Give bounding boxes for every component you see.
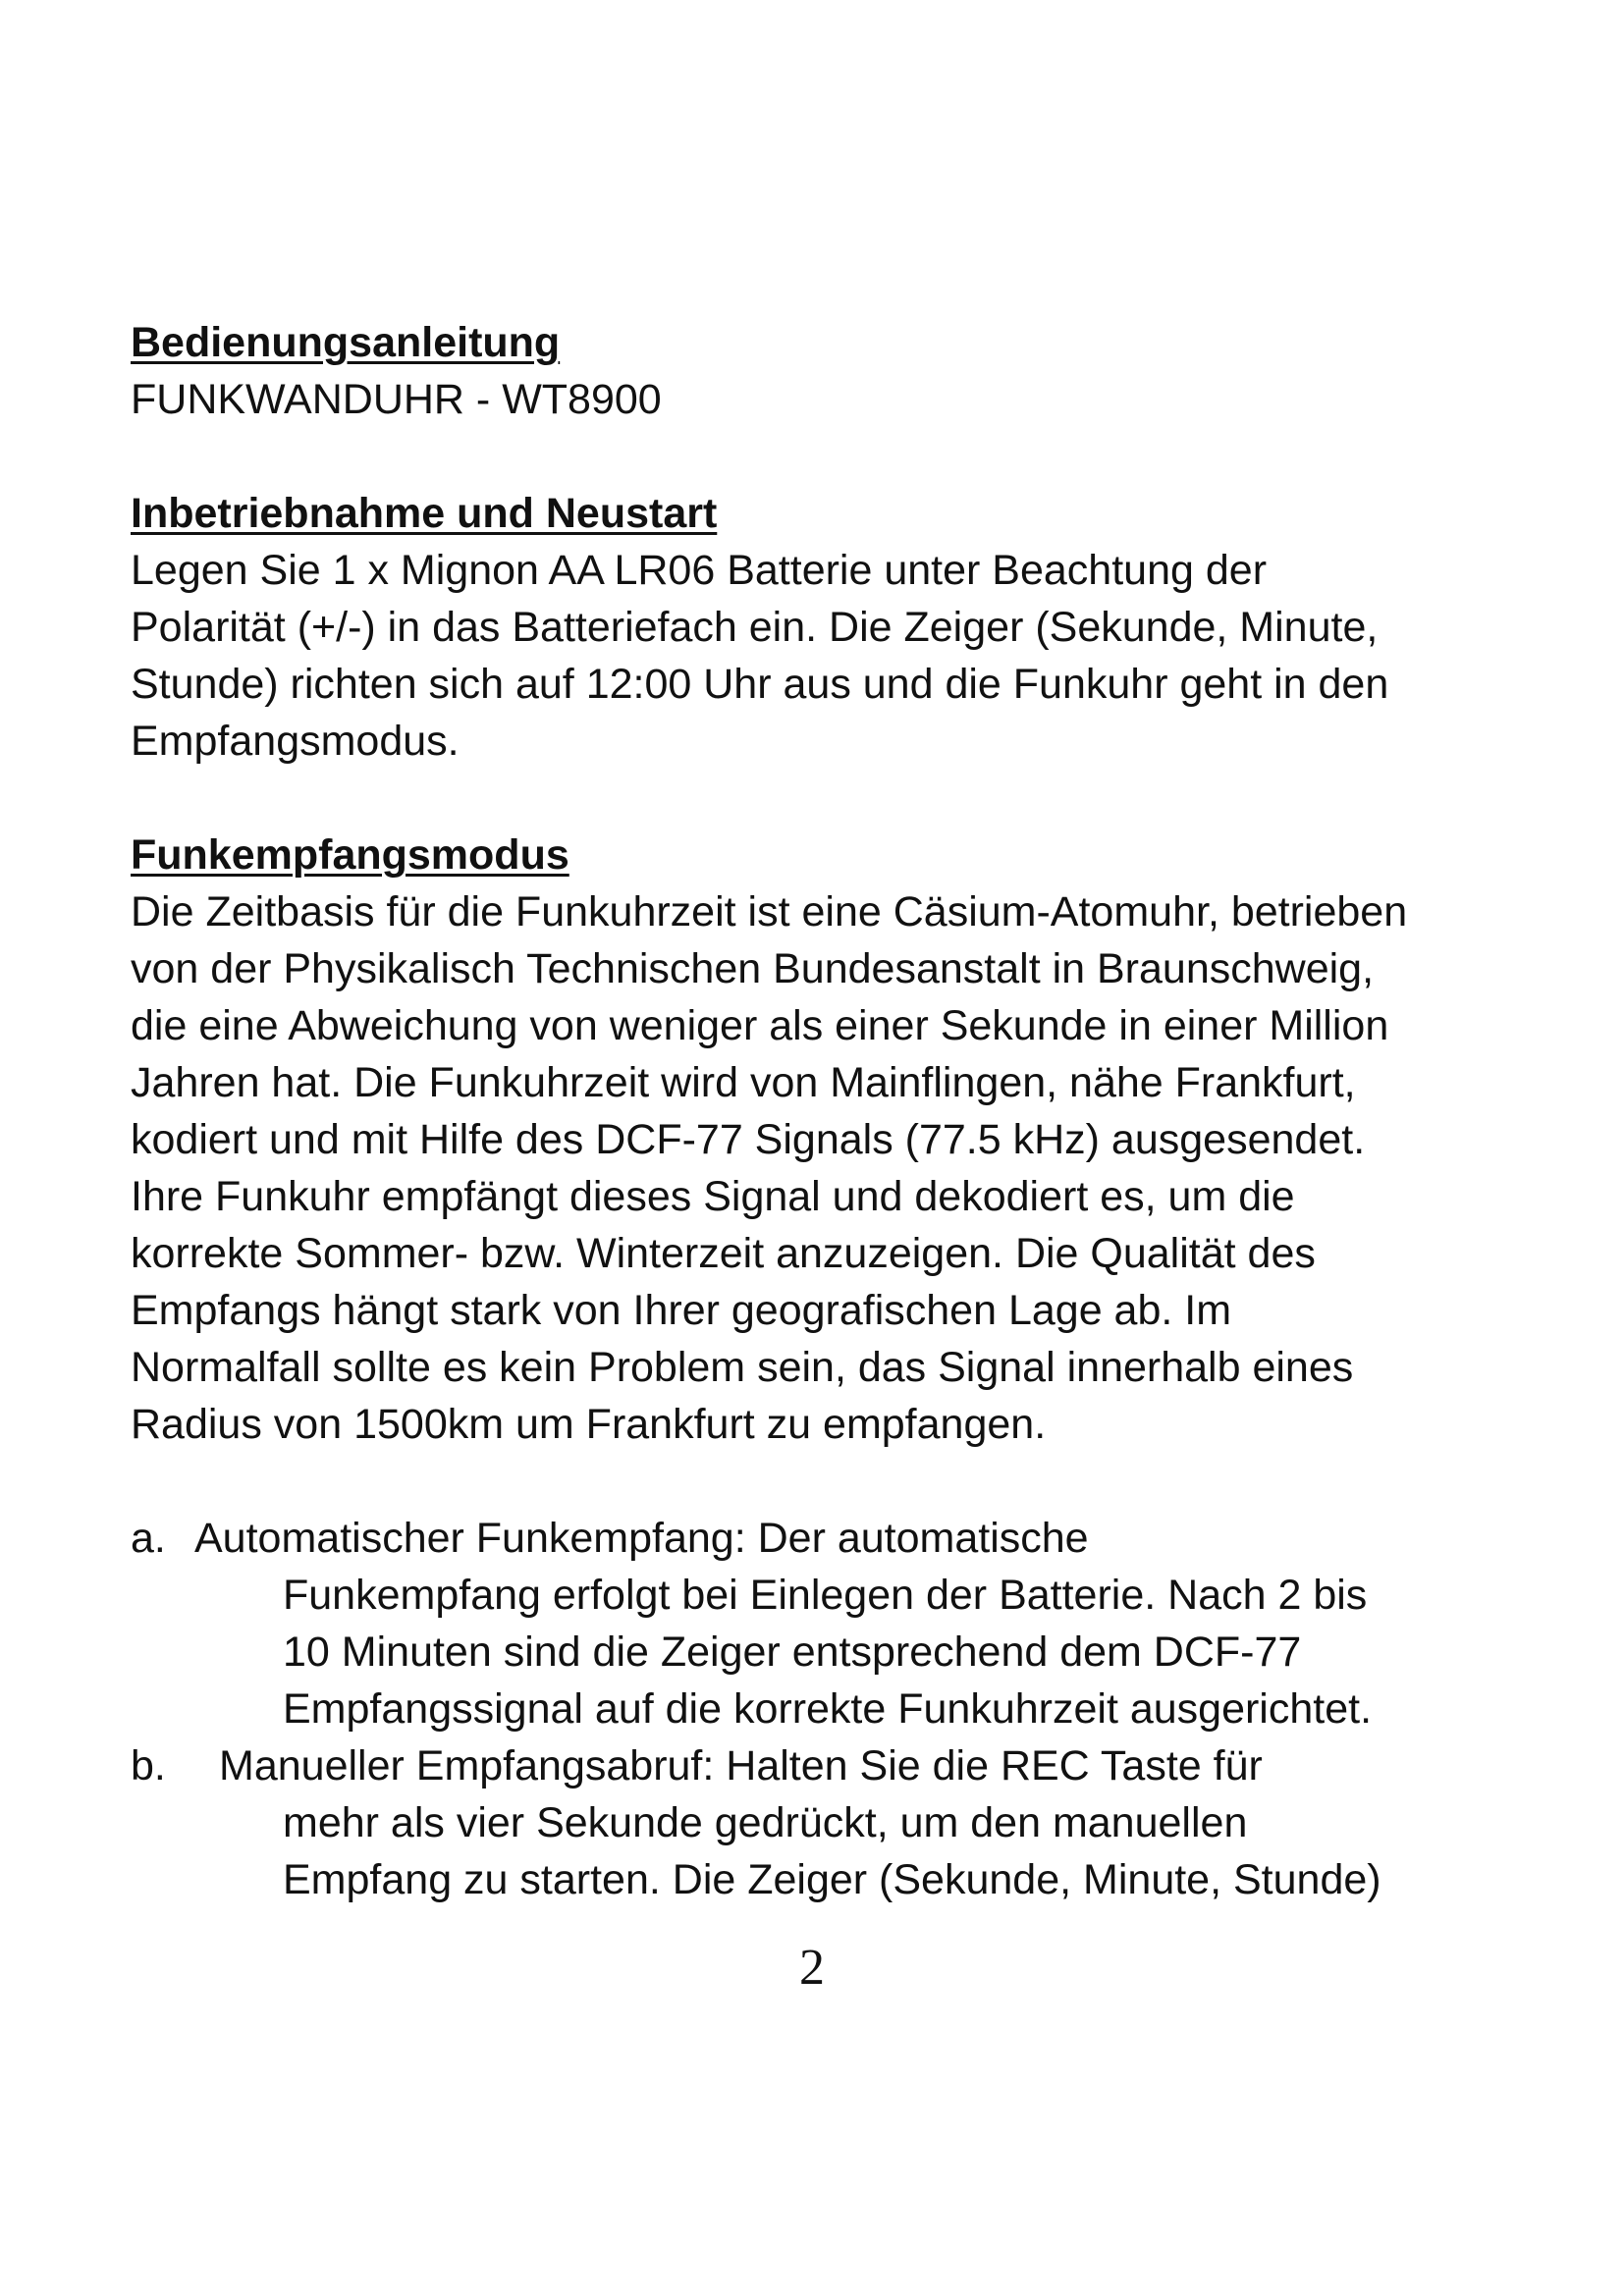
- paragraph-line: die eine Abweichung von weniger als einer Sekunde in einer Million: [131, 1002, 1389, 1049]
- list-item-first-line: Manueller Empfangsabruf: Halten Sie die REC Taste für: [219, 1742, 1263, 1789]
- paragraph-line: Die Zeitbasis für die Funkuhrzeit ist eine Cäsium-Atomuhr, betrieben: [131, 888, 1408, 935]
- section-funkempfangsmodus: [131, 827, 1544, 1453]
- section-paragraph: [131, 542, 1544, 770]
- paragraph-line: Normalfall sollte es kein Problem sein, das Signal innerhalb eines: [131, 1344, 1354, 1391]
- list-item-automatic: [131, 1510, 1544, 1737]
- paragraph-line: Empfangs hängt stark von Ihrer geografischen Lage ab. Im: [131, 1287, 1232, 1334]
- title-block: [131, 314, 1544, 428]
- paragraph-line: Polarität (+/-) in das Batteriefach ein. Die Zeiger (Sekunde, Minute,: [131, 604, 1379, 651]
- list-item-line: mehr als vier Sekunde gedrückt, um den manuellen: [283, 1799, 1248, 1846]
- list-item-line: Empfang zu starten. Die Zeiger (Sekunde, Minute, Stunde): [283, 1856, 1381, 1903]
- paragraph-line: Legen Sie 1 x Mignon AA LR06 Batterie unter Beachtung der: [131, 547, 1268, 594]
- section-heading: Inbetriebnahme und Neustart: [131, 490, 718, 537]
- section-inbetriebnahme: [131, 485, 1544, 770]
- manual-page: [131, 314, 1544, 1908]
- reception-mode-list: [131, 1510, 1544, 1908]
- list-item-first-line: Automatischer Funkempfang: Der automatische: [194, 1515, 1089, 1562]
- page-number: 2: [799, 1940, 825, 1996]
- list-item-line: 10 Minuten sind die Zeiger entsprechend dem DCF-77: [283, 1629, 1302, 1676]
- paragraph-line: Ihre Funkuhr empfängt dieses Signal und dekodiert es, um die: [131, 1173, 1295, 1220]
- list-item-manual: [131, 1737, 1544, 1908]
- list-item-line: Empfangssignal auf die korrekte Funkuhrzeit ausgerichtet.: [283, 1685, 1373, 1733]
- document-title: Bedienungsanleitung: [131, 319, 561, 366]
- paragraph-line: Jahren hat. Die Funkuhrzeit wird von Mainflingen, nähe Frankfurt,: [131, 1059, 1356, 1106]
- paragraph-line: von der Physikalisch Technischen Bundesanstalt in Braunschweig,: [131, 945, 1375, 992]
- paragraph-line: Empfangsmodus.: [131, 718, 460, 765]
- list-marker: a.: [131, 1515, 166, 1562]
- paragraph-line: korrekte Sommer- bzw. Winterzeit anzuzeigen. Die Qualität des: [131, 1230, 1316, 1277]
- paragraph-line: Radius von 1500km um Frankfurt zu empfangen.: [131, 1401, 1047, 1448]
- paragraph-line: Stunde) richten sich auf 12:00 Uhr aus und die Funkuhr geht in den: [131, 661, 1389, 708]
- section-paragraph: [131, 883, 1544, 1453]
- paragraph-line: kodiert und mit Hilfe des DCF-77 Signals (77.5 kHz) ausgesendet.: [131, 1116, 1366, 1163]
- section-heading: Funkempfangsmodus: [131, 831, 569, 879]
- list-marker: b.: [131, 1742, 166, 1789]
- product-name: FUNKWANDUHR - WT8900: [131, 376, 662, 423]
- list-item-line: Funkempfang erfolgt bei Einlegen der Batterie. Nach 2 bis: [283, 1572, 1368, 1619]
